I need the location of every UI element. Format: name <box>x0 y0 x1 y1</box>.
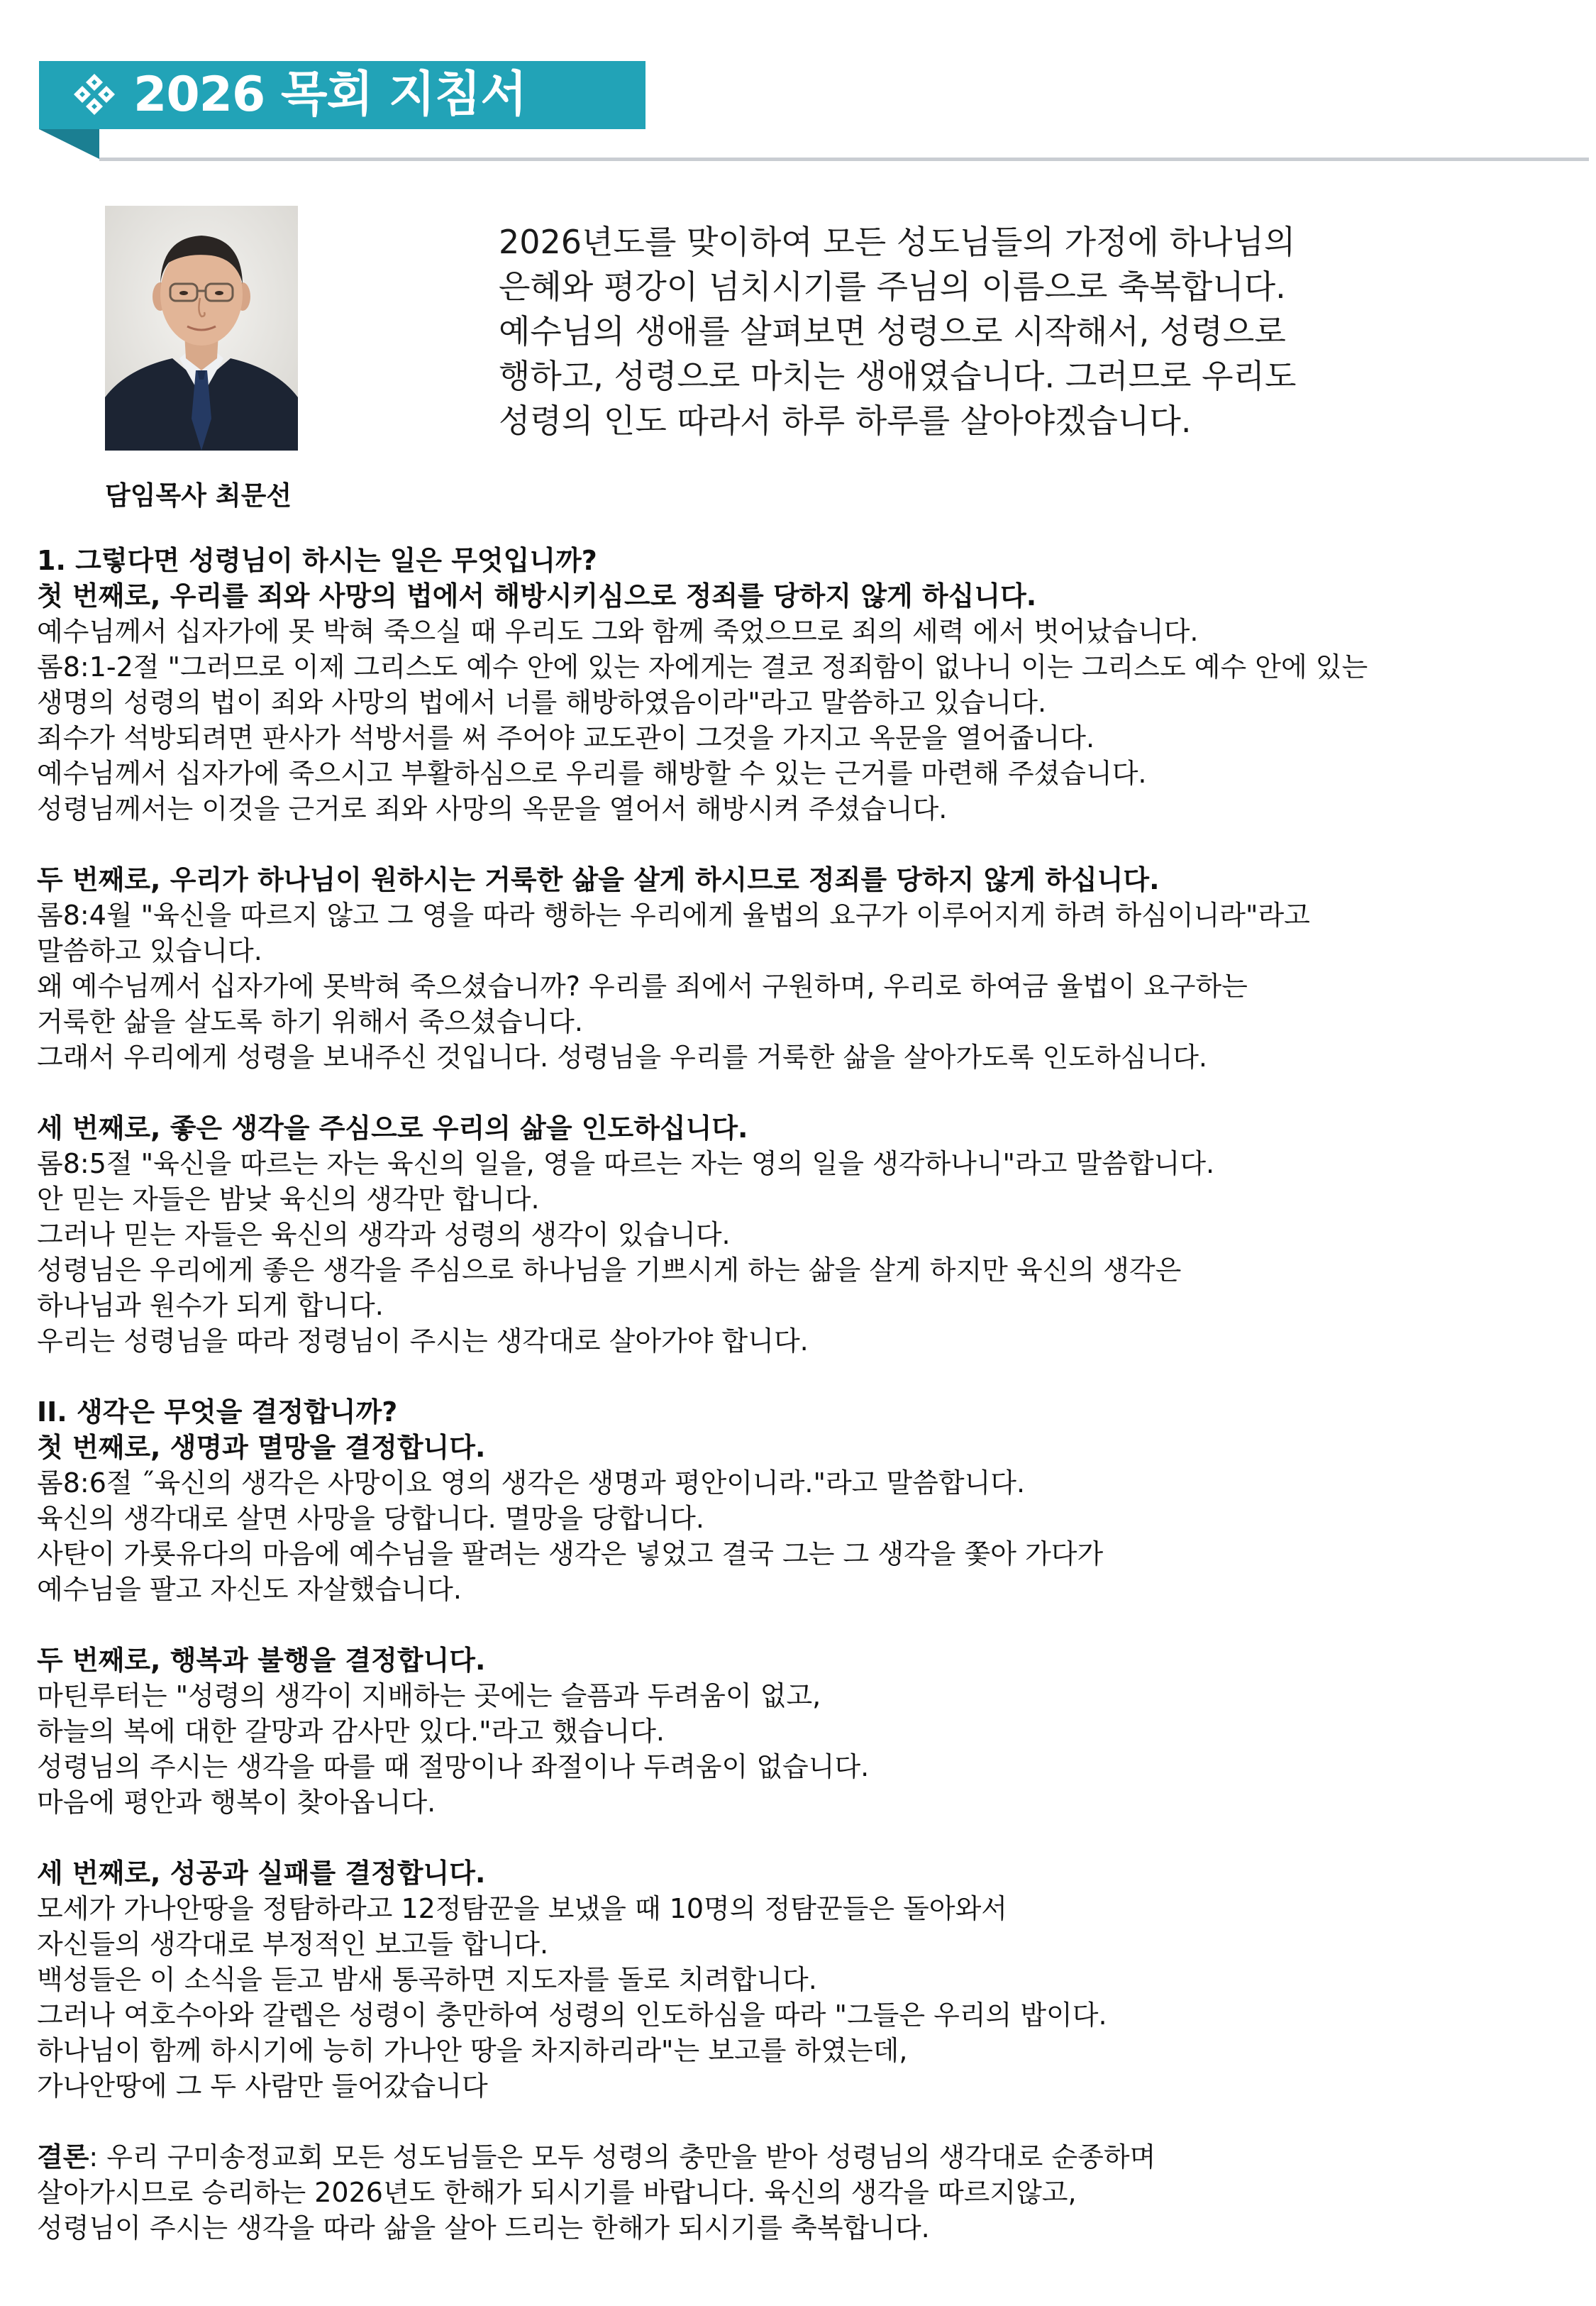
body-line: 성령님은 우리에게 좋은 생각을 주심으로 하나님을 기쁘시게 하는 삶을 살게 하지만 육신의 생각은 <box>37 1254 1182 1286</box>
subsection-heading: 첫 번째로, 생명과 멸망을 결정합니다. <box>37 1432 486 1463</box>
intro-line: 행하고, 성령으로 마치는 생애였습니다. 그러므로 우리도 <box>499 357 1297 395</box>
body-line: 사탄이 가룟유다의 마음에 예수님을 팔려는 생각은 넣었고 결국 그는 그 생각을 쫓아 가다가 <box>37 1538 1104 1569</box>
body-line: 그러나 믿는 자들은 육신의 생각과 성령의 생각이 있습니다. <box>37 1219 731 1250</box>
body-line: 예수님께서 십자가에 죽으시고 부활하심으로 우리를 해방할 수 있는 근거를 마련해 주셨습니다. <box>37 758 1147 789</box>
body-line: 죄수가 석방되려면 판사가 석방서를 써 주어야 교도관이 그것을 가지고 옥문을 열어줍니다. <box>37 722 1095 754</box>
body-line: 하나님이 함께 하시기에 능히 가나안 땅을 차지하리라"는 보고를 하였는데, <box>37 2035 908 2066</box>
body-line: 백성들은 이 소식을 듣고 밤새 통곡하면 지도자를 돌로 치려합니다. <box>37 1964 817 1995</box>
body-line: 자신들의 생각대로 부정적인 보고들 합니다. <box>37 1929 549 1960</box>
header-rule <box>99 158 1589 161</box>
subsection-heading: 첫 번째로, 우리를 죄와 사망의 법에서 해방시키심으로 정죄를 당하지 않게 하십니다. <box>37 580 1037 612</box>
conclusion-text: : 우리 구미송정교회 모든 성도님들은 모두 성령의 충만을 받아 성령님의 생각대로 순종하며 <box>89 2141 1156 2173</box>
body-line: 예수님을 팔고 자신도 자살했습니다. <box>37 1574 462 1605</box>
page-title: 2026 목회 지침서 <box>133 67 527 123</box>
body-line: 롬8:6절 ˝육신의 생각은 사망이요 영의 생각은 생명과 평안이니라."라고 말씀합니다. <box>37 1467 1026 1499</box>
body-line: 거룩한 삶을 살도록 하기 위해서 죽으셨습니다. <box>37 1006 583 1037</box>
body-line: 성령님의 주시는 생각을 따를 때 절망이나 좌절이나 두려움이 없습니다. <box>37 1751 870 1782</box>
intro-line: 은혜와 평강이 넘치시기를 주님의 이름으로 축복합니다. <box>499 267 1286 306</box>
intro-line: 2026년도를 맞이하여 모든 성도님들의 가정에 하나님의 <box>499 223 1296 261</box>
body-text <box>37 543 1583 2246</box>
subsection-heading: 세 번째로, 성공과 실패를 결정합니다. <box>37 1858 486 1889</box>
conclusion-line <box>37 2139 1583 2175</box>
body-line: 모세가 가나안땅을 정탐하라고 12정탐꾼을 보냈을 때 10명의 정탐꾼들은 돌아와서 <box>37 1893 1007 1924</box>
body-line: 그러나 여호수아와 갈렙은 성령이 충만하여 성령의 인도하심을 따라 "그들은 우리의 밥이다. <box>37 1999 1107 2031</box>
pastor-caption: 담임목사 최문선 <box>105 480 292 511</box>
body-line: 생명의 성령의 법이 죄와 사망의 법에서 너를 해방하였음이라"라고 말씀하고 있습니다. <box>37 687 1047 718</box>
body-line: 하나님과 원수가 되게 합니다. <box>37 1290 384 1321</box>
body-line: 육신의 생각대로 살면 사망을 당합니다. 멸망을 당합니다. <box>37 1503 704 1534</box>
body-line: 롬8:1-2절 "그러므로 이제 그리스도 예수 안에 있는 자에게는 결코 정죄함이 없나니 이는 그리스도 예수 안에 있는 <box>37 651 1368 683</box>
body-line: 성령님께서는 이것을 근거로 죄와 사망의 옥문을 열어서 해방시켜 주셨습니다. <box>37 793 948 824</box>
subsection-heading: 두 번째로, 행복과 불행을 결정합니다. <box>37 1645 486 1676</box>
section-heading: 1. 그렇다면 성령님이 하시는 일은 무엇입니까? <box>37 545 597 576</box>
body-line: 왜 예수님께서 십자가에 못박혀 죽으셨습니까? 우리를 죄에서 구원하며, 우리로 하여금 율법이 요구하는 <box>37 971 1248 1002</box>
body-line: 말씀하고 있습니다. <box>37 935 262 966</box>
intro-line: 성령의 인도 따라서 하루 하루를 살아야겠습니다. <box>499 402 1192 440</box>
banner-accent <box>39 129 99 159</box>
subsection-heading: 세 번째로, 좋은 생각을 주심으로 우리의 삶을 인도하십니다. <box>37 1113 748 1144</box>
body-line: 마음에 평안과 행복이 찾아옵니다. <box>37 1787 436 1818</box>
body-line: 롬8:5절 "육신을 따르는 자는 육신의 일을, 영을 따르는 자는 영의 일을 생각하나니"라고 말씀합니다. <box>37 1148 1215 1179</box>
body-line: 그래서 우리에게 성령을 보내주신 것입니다. 성령님을 우리를 거룩한 삶을 살아가도록 인도하심니다. <box>37 1042 1207 1073</box>
subsection-heading: 두 번째로, 우리가 하나님이 원하시는 거룩한 삶을 살게 하시므로 정죄를 당하지 않게 하십니다. <box>37 864 1160 895</box>
intro-line: 예수님의 생애를 살펴보면 성령으로 시작해서, 성령으로 <box>499 312 1286 351</box>
section-heading: II. 생각은 무엇을 결정합니까? <box>37 1396 398 1428</box>
body-line: 살아가시므로 승리하는 2026년도 한해가 되시기를 바랍니다. 육신의 생각을 따르지않고, <box>37 2177 1077 2208</box>
pastor-photo <box>105 206 298 451</box>
body-line: 예수님께서 십자가에 못 박혀 죽으실 때 우리도 그와 함께 죽었으므로 죄의 세력 에서 벗어났습니다. <box>37 616 1199 647</box>
body-line: 가나안땅에 그 두 사람만 들어갔습니다 <box>37 2070 488 2102</box>
four-diamond-icon <box>71 71 118 118</box>
intro-paragraph <box>499 220 1492 443</box>
body-line: 하늘의 복에 대한 갈망과 감사만 있다."라고 했습니다. <box>37 1716 665 1747</box>
body-line: 마틴루터는 "성령의 생각이 지배하는 곳에는 슬픔과 두려움이 없고, <box>37 1680 821 1711</box>
body-line: 롬8:4월 "육신을 따르지 않고 그 영을 따라 행하는 우리에게 율법의 요구가 이루어지게 하려 하심이니라"라고 <box>37 900 1310 931</box>
body-line: 안 믿는 자들은 밤낮 육신의 생각만 합니다. <box>37 1184 540 1215</box>
body-line: 성령님이 주시는 생각을 따라 삶을 살아 드리는 한해가 되시기를 축복합니다. <box>37 2212 930 2244</box>
conclusion-label: 결론 <box>37 2141 89 2173</box>
body-line: 우리는 성령님을 따라 정령님이 주시는 생각대로 살아가야 합니다. <box>37 1325 809 1357</box>
